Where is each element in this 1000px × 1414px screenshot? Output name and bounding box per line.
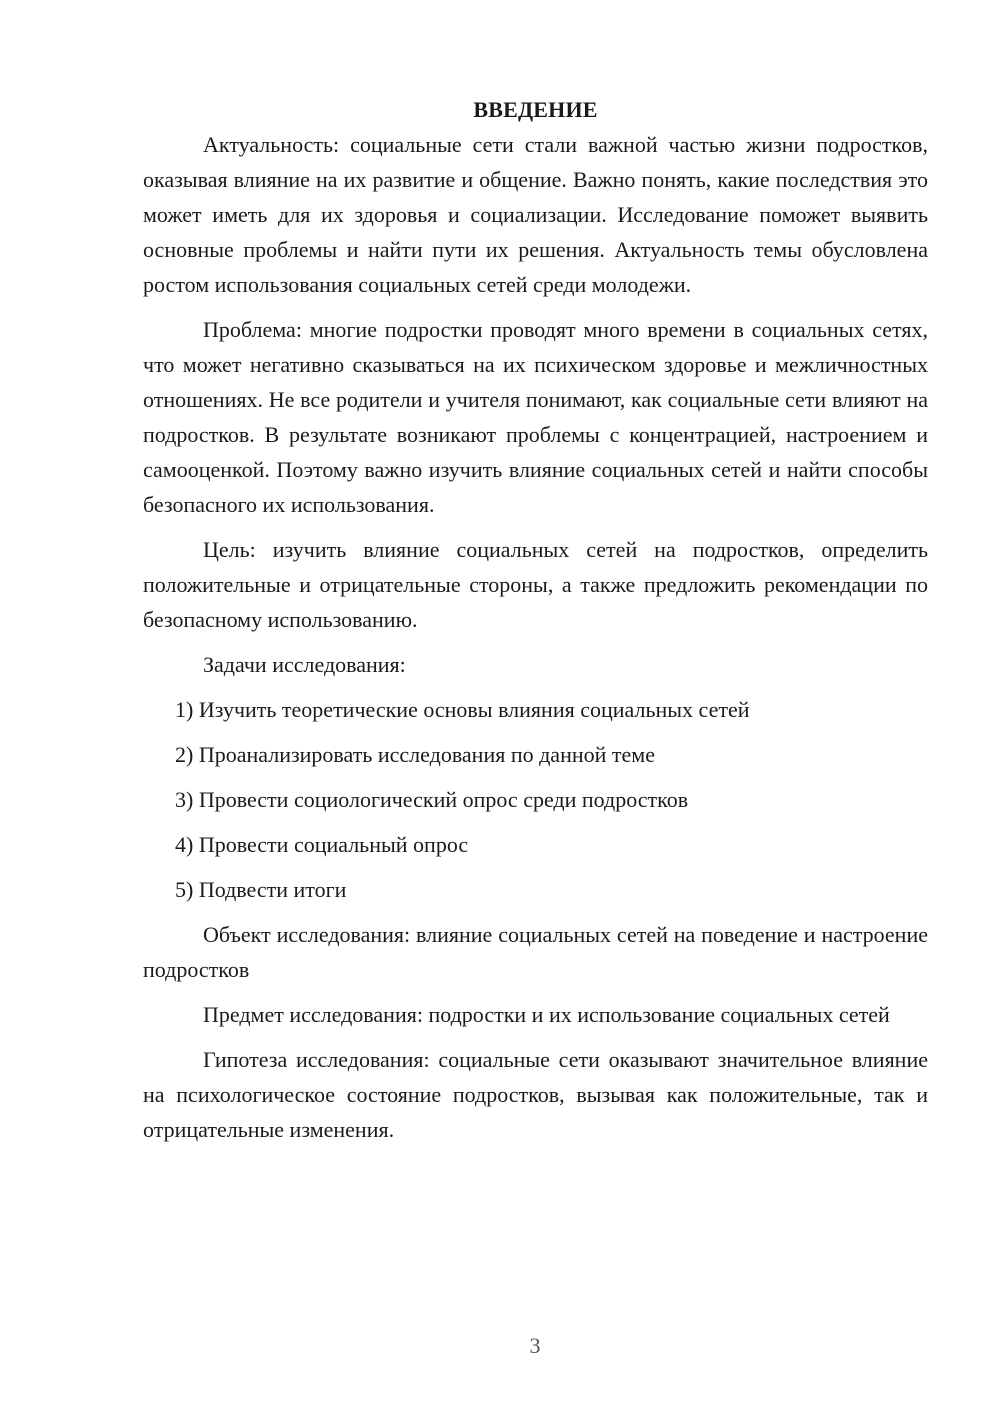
task-item-3: 3) Провести социологический опрос среди подростков [175,787,689,812]
tasks-list [143,692,928,907]
subject-paragraph: Предмет исследования: подростки и их использование социальных сетей [203,1002,890,1027]
tasks-label: Задачи исследования: [203,652,406,677]
goal-paragraph: Цель: изучить влияние социальных сетей на подростков, определить положительные и отрицательные стороны, а также предложить рекомендации по безопасному использованию. [143,537,928,632]
problem-paragraph: Проблема: многие подростки проводят много времени в социальных сетях, что может негативно сказываться на их психическом здоровье и межличностных отношениях. Не все родители и учителя понимают, как социальные сети влияют на подростков. В результате возникают проблемы с концентрацией, настроением и самооценкой. Поэтому важно изучить влияние социальных сетей и найти способы безопасного их использования. [143,317,928,517]
task-item-5: 5) Подвести итоги [175,877,347,902]
page-title: ВВЕДЕНИЕ [473,97,598,122]
task-item-2: 2) Проанализировать исследования по данной теме [175,742,655,767]
page-content [143,92,928,1157]
object-paragraph: Объект исследования: влияние социальных сетей на поведение и настроение подростков [143,922,928,982]
page-number: 3 [529,1333,541,1358]
task-item-1: 1) Изучить теоретические основы влияния социальных сетей [175,697,750,722]
relevance-paragraph: Актуальность: социальные сети стали важной частью жизни подростков, оказывая влияние на их развитие и общение. Важно понять, какие последствия это может иметь для их здоровья и социализации. Исследование поможет выявить основные проблемы и найти пути их решения. Актуальность темы обусловлена ростом использования социальных сетей среди молодежи. [143,132,928,297]
task-item-4: 4) Провести социальный опрос [175,832,469,857]
hypothesis-paragraph: Гипотеза исследования: социальные сети оказывают значительное влияние на психологическое состояние подростков, вызывая как положительные, так и отрицательные изменения. [143,1047,928,1142]
